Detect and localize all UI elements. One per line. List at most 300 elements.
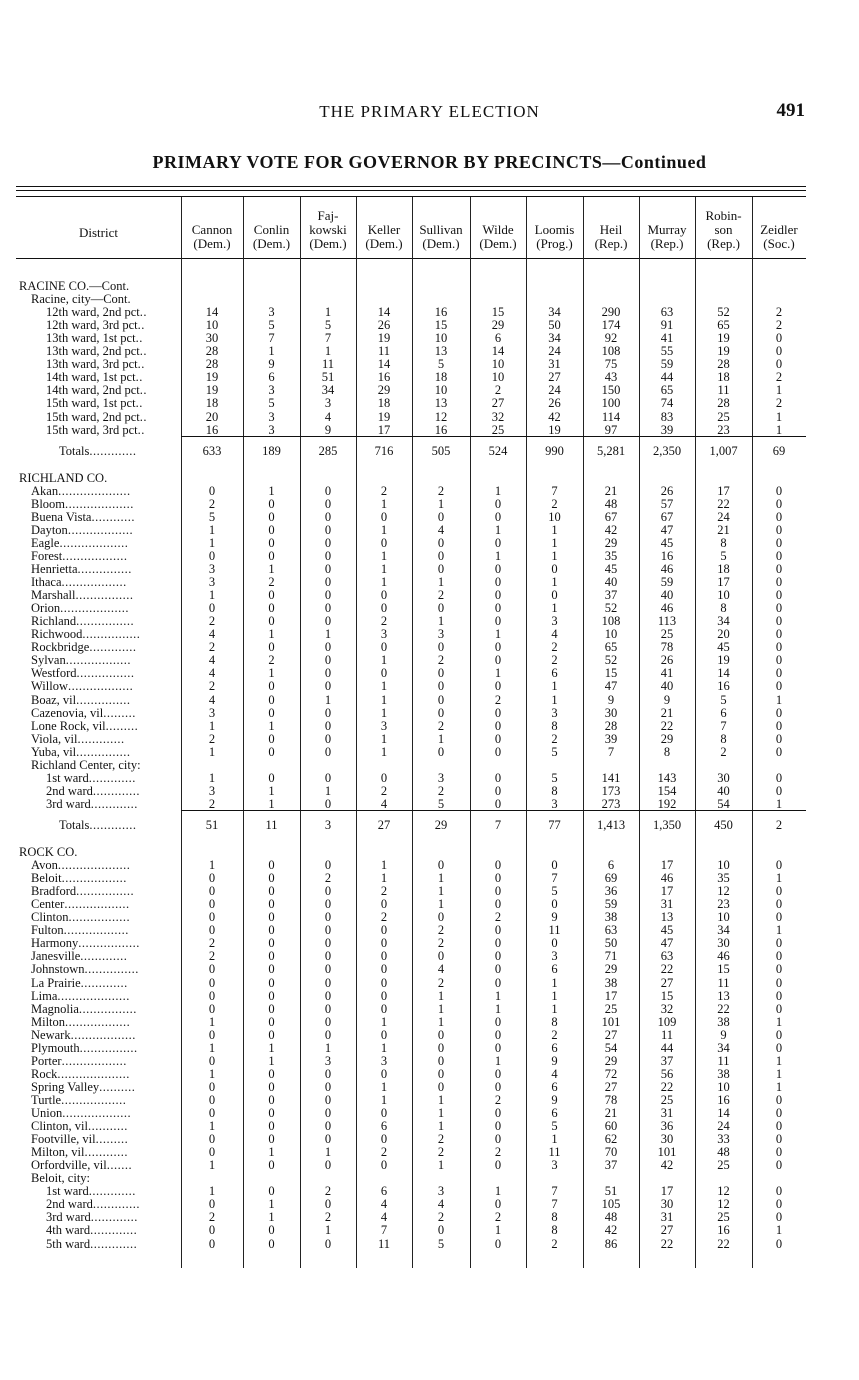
table-cell: 1 — [437, 496, 445, 511]
table-cell: 1 — [268, 1040, 275, 1055]
table-cell: 189 — [262, 443, 281, 458]
table-cell: 41 — [660, 331, 674, 346]
table-cell: 45 — [717, 640, 730, 655]
table-cell: 17 — [717, 483, 730, 498]
table-cell: 4 — [437, 522, 445, 537]
table-cell: 1 — [494, 1184, 502, 1199]
table-cell: 63 — [660, 949, 674, 964]
table-cell: 1 — [775, 871, 783, 886]
table-cell: 0 — [494, 535, 502, 550]
table-cell: 36 — [604, 884, 618, 899]
table-cell: 113 — [657, 614, 677, 629]
table-cell: 524 — [488, 443, 508, 458]
table-cell: 0 — [775, 483, 783, 498]
table-cell: 0 — [324, 962, 332, 977]
table-cell: 1 — [208, 1066, 216, 1081]
table-cell: 0 — [380, 588, 388, 603]
table-cell: 0 — [775, 548, 783, 563]
table-cell: 1 — [380, 679, 388, 694]
totals-label: Totals............. — [59, 817, 137, 832]
table-cell: 0 — [775, 962, 783, 977]
table-cell: 0 — [437, 949, 445, 964]
table-cell: 26 — [660, 653, 674, 668]
district-label: Turtle.................. — [31, 1092, 127, 1107]
table-cell: 0 — [494, 770, 502, 785]
table-cell: 1 — [775, 796, 783, 811]
table-cell: 27 — [604, 1079, 618, 1094]
table-cell: 30 — [717, 936, 730, 951]
table-cell: 8 — [720, 535, 727, 550]
table-cell: 0 — [324, 1197, 332, 1212]
header-bottom-rule — [16, 258, 806, 259]
table-cell: 0 — [775, 1197, 783, 1212]
table-cell: 6 — [551, 962, 558, 977]
table-cell: 5 — [268, 318, 275, 333]
table-cell: 45 — [604, 562, 618, 576]
table-cell: 17 — [377, 422, 391, 437]
table-cell: 2 — [775, 318, 783, 333]
table-cell: 3 — [268, 409, 275, 424]
table-cell: 1 — [437, 884, 445, 899]
header-top-rule — [16, 196, 806, 197]
table-cell: 273 — [601, 796, 621, 811]
table-cell: 0 — [268, 1158, 275, 1173]
table-cell: 10 — [717, 588, 730, 603]
table-cell: 19 — [205, 383, 219, 398]
table-cell: 46 — [660, 562, 674, 576]
table-cell: 1 — [208, 1184, 216, 1199]
table-cell: 0 — [494, 1236, 502, 1251]
table-cell: 0 — [437, 640, 445, 655]
table-cell: 78 — [660, 640, 674, 655]
table-cell: 0 — [268, 535, 275, 550]
table-cell: 40 — [717, 783, 730, 798]
table-cell: 51 — [321, 370, 335, 385]
district-label: 1st ward............. — [46, 1184, 136, 1199]
district-label: Richwood................ — [31, 627, 141, 642]
table-cell: 6 — [551, 1079, 558, 1094]
running-header — [0, 100, 859, 124]
table-cell: 1 — [268, 483, 275, 498]
table-cell: 1 — [494, 1223, 502, 1238]
table-cell: 11 — [377, 1236, 391, 1251]
table-cell: 1 — [437, 1092, 445, 1107]
table-cell: 21 — [604, 483, 618, 498]
table-cell: 0 — [268, 1079, 275, 1094]
table-cell: 19 — [717, 653, 730, 668]
table-cell: 42 — [604, 522, 618, 537]
table-cell: 47 — [660, 936, 674, 951]
table-cell: 0 — [268, 640, 275, 655]
table-cell: 24 — [548, 344, 561, 359]
table-cell: 1 — [268, 1145, 275, 1160]
table-cell: 42 — [660, 1158, 674, 1173]
table-cell: 24 — [548, 383, 561, 398]
table-cell: 63 — [660, 305, 674, 320]
table-cell: 3 — [437, 770, 445, 785]
table-cell: 26 — [548, 396, 561, 411]
table-cell: 38 — [604, 910, 618, 925]
table-cell: 0 — [324, 923, 332, 938]
table-cell: 37 — [660, 1053, 674, 1068]
table-cell: 0 — [324, 718, 332, 733]
table-cell: 1 — [494, 666, 502, 681]
table-cell: 0 — [380, 897, 388, 912]
table-cell: 4 — [208, 653, 216, 668]
table-cell: 0 — [324, 601, 332, 616]
table-cell: 75 — [604, 357, 618, 372]
table-cell: 1 — [208, 770, 216, 785]
table-cell: 1 — [380, 1079, 388, 1094]
table-cell: 0 — [268, 936, 275, 951]
table-cell: 30 — [717, 770, 730, 785]
table-cell: 0 — [775, 1106, 783, 1120]
table-cell: 12 — [717, 884, 730, 899]
table-cell: 0 — [775, 679, 783, 694]
table-cell: 0 — [324, 884, 332, 899]
table-cell: 18 — [205, 396, 219, 411]
table-cell: 17 — [717, 575, 730, 590]
table-cell: 4 — [380, 1197, 388, 1212]
table-cell: 0 — [437, 1027, 445, 1042]
table-cell: 21 — [660, 705, 674, 720]
table-cell: 0 — [775, 1210, 783, 1225]
table-cell: 15 — [491, 305, 505, 320]
district-label: Rockbridge............. — [31, 640, 137, 655]
table-cell: 47 — [660, 522, 674, 537]
table-cell: 10 — [604, 627, 618, 642]
table-cell: 12 — [434, 409, 448, 424]
table-cell: 1 — [208, 718, 216, 733]
table-cell: 3 — [208, 562, 216, 576]
table-cell: 13 — [434, 344, 448, 359]
table-cell: 29 — [604, 962, 618, 977]
table-cell: 0 — [324, 1014, 332, 1029]
table-cell: 11 — [265, 817, 278, 832]
district-label: Ithaca.................. — [31, 575, 127, 590]
district-label: Lone Rock, vil......... — [31, 718, 139, 733]
table-cell: 5 — [720, 548, 727, 563]
county-heading: RICHLAND CO. — [19, 470, 108, 485]
table-cell: 1 — [775, 1014, 783, 1029]
table-cell: 0 — [775, 1119, 783, 1134]
table-cell: 11 — [717, 1053, 730, 1068]
table-cell: 1 — [437, 1119, 445, 1134]
table-cell: 6 — [380, 1119, 388, 1134]
table-cell: 23 — [717, 897, 730, 912]
table-cell: 1 — [380, 1040, 388, 1055]
table-cell: 3 — [380, 718, 388, 733]
table-cell: 0 — [380, 988, 388, 1003]
district-label: Union................... — [31, 1106, 132, 1120]
table-cell: 0 — [324, 562, 332, 576]
table-cell: 25 — [604, 1001, 618, 1016]
table-cell: 1 — [380, 858, 388, 873]
table-cell: 0 — [775, 588, 783, 603]
table-cell: 0 — [437, 1053, 445, 1068]
page-number: 491 — [776, 100, 805, 121]
table-cell: 19 — [205, 370, 219, 385]
table-cell: 3 — [268, 383, 275, 398]
table-cell: 0 — [494, 1066, 502, 1081]
table-cell: 0 — [494, 744, 502, 759]
table-cell: 1 — [268, 783, 275, 798]
table-cell: 9 — [268, 357, 275, 372]
table-cell: 5 — [268, 396, 275, 411]
table-cell: 28 — [717, 396, 730, 411]
table-cell: 57 — [660, 496, 674, 511]
table-cell: 0 — [437, 705, 445, 720]
table-cell: 192 — [657, 796, 677, 811]
table-cell: 11 — [377, 344, 391, 359]
table-cell: 0 — [380, 975, 388, 990]
table-cell: 0 — [775, 949, 783, 964]
table-cell: 1 — [494, 1053, 502, 1068]
table-cell: 0 — [380, 949, 388, 964]
table-cell: 2 — [437, 923, 445, 938]
table-cell: 1 — [268, 796, 275, 811]
table-cell: 33 — [717, 1132, 730, 1147]
county-heading: ROCK CO. — [19, 845, 78, 859]
table-cell: 0 — [324, 1132, 332, 1147]
table-cell: 9 — [551, 1092, 558, 1107]
table-cell: 1 — [208, 588, 216, 603]
district-label: Rock.................... — [31, 1066, 130, 1081]
table-cell: 6 — [268, 370, 275, 385]
table-cell: 8 — [663, 744, 671, 759]
table-cell: 150 — [601, 383, 621, 398]
table-cell: 0 — [324, 744, 332, 759]
table-cell: 52 — [604, 653, 618, 668]
table-cell: 0 — [208, 988, 216, 1003]
table-cell: 0 — [775, 1145, 783, 1160]
table-cell: 0 — [268, 744, 275, 759]
district-label: Spring Valley.......... — [31, 1079, 136, 1094]
header-column: Murray (Rep.) — [647, 222, 687, 251]
table-cell: 2 — [775, 817, 783, 832]
table-cell: 1 — [324, 1223, 332, 1238]
table-cell: 1 — [268, 562, 275, 576]
table-cell: 59 — [660, 575, 674, 590]
table-cell: 0 — [775, 357, 783, 372]
table-cell: 0 — [775, 575, 783, 590]
table-cell: 65 — [660, 383, 674, 398]
table-cell: 0 — [437, 1223, 445, 1238]
table-cell: 0 — [437, 1066, 445, 1081]
table-cell: 10 — [548, 509, 561, 524]
district-label: 12th ward, 3rd pct.. — [46, 318, 145, 333]
table-cell: 0 — [324, 496, 332, 511]
table-cell: 48 — [604, 496, 618, 511]
table-cell: 0 — [268, 988, 275, 1003]
table-cell: 0 — [380, 1001, 388, 1016]
table-cell: 0 — [208, 1106, 216, 1120]
table-cell: 2 — [208, 1210, 216, 1225]
table-cell: 0 — [494, 562, 502, 576]
table-cell: 1 — [551, 1132, 558, 1147]
table-cell: 1 — [775, 383, 783, 398]
table-cell: 0 — [268, 1092, 275, 1107]
table-cell: 47 — [604, 679, 618, 694]
table-cell: 0 — [208, 1236, 216, 1251]
table-cell: 0 — [775, 897, 783, 912]
table-cell: 0 — [775, 910, 783, 925]
table-cell: 10 — [717, 858, 730, 873]
table-cell: 62 — [604, 1132, 618, 1147]
table-cell: 52 — [717, 305, 730, 320]
table-cell: 1 — [324, 1145, 332, 1160]
table-cell: 0 — [551, 897, 558, 912]
table-cell: 1 — [324, 627, 332, 642]
table-cell: 3 — [551, 614, 558, 629]
table-cell: 0 — [494, 496, 502, 511]
table-cell: 34 — [717, 923, 730, 938]
table-cell: 154 — [657, 783, 677, 798]
table-cell: 1 — [380, 522, 388, 537]
table-cell: 1 — [208, 744, 216, 759]
table-cell: 1 — [268, 1197, 275, 1212]
table-cell: 50 — [548, 318, 561, 333]
table-cell: 2 — [380, 1145, 388, 1160]
table-cell: 0 — [324, 936, 332, 951]
table-cell: 0 — [208, 1132, 216, 1147]
table-cell: 41 — [660, 666, 674, 681]
table-cell: 2 — [775, 305, 783, 320]
table-cell: 0 — [551, 562, 558, 576]
table-cell: 24 — [717, 509, 730, 524]
table-cell: 25 — [491, 422, 505, 437]
header-column: Sullivan (Dem.) — [419, 222, 463, 251]
table-cell: 1 — [551, 679, 558, 694]
table-cell: 91 — [660, 318, 674, 333]
table-cell: 2 — [437, 483, 445, 498]
table-cell: 9 — [551, 1053, 558, 1068]
table-cell: 3 — [551, 949, 558, 964]
table-cell: 1 — [494, 1001, 502, 1016]
table-cell: 0 — [494, 509, 502, 524]
table-cell: 30 — [205, 331, 219, 346]
table-cell: 4 — [380, 1210, 388, 1225]
table-cell: 3 — [437, 627, 445, 642]
table-cell: 0 — [268, 601, 275, 616]
table-cell: 1 — [551, 548, 558, 563]
table-cell: 0 — [775, 562, 783, 576]
table-cell: 5 — [437, 796, 445, 811]
table-cell: 71 — [604, 949, 618, 964]
table-cell: 4 — [208, 692, 216, 707]
table-cell: 1 — [437, 614, 445, 629]
table-cell: 38 — [717, 1014, 730, 1029]
table-cell: 0 — [494, 975, 502, 990]
table-cell: 1 — [268, 1053, 275, 1068]
table-cell: 1 — [268, 718, 275, 733]
district-label: Milton, vil............ — [31, 1145, 128, 1160]
table-cell: 0 — [380, 535, 388, 550]
table-cell: 2 — [720, 744, 727, 759]
table-cell: 38 — [604, 975, 618, 990]
table-cell: 2 — [551, 1236, 558, 1251]
table-cell: 0 — [775, 936, 783, 951]
table-cell: 56 — [660, 1066, 674, 1081]
table-cell: 1 — [551, 988, 558, 1003]
table-cell: 15 — [660, 988, 674, 1003]
table-cell: 0 — [494, 884, 502, 899]
table-cell: 32 — [660, 1001, 674, 1016]
table-cell: 2 — [551, 496, 558, 511]
table-cell: 9 — [551, 910, 558, 925]
table-cell: 0 — [775, 331, 783, 346]
table-cell: 1 — [324, 783, 332, 798]
table-cell: 0 — [268, 496, 275, 511]
table-cell: 2 — [380, 884, 388, 899]
table-cell: 45 — [660, 923, 674, 938]
top-rule — [16, 186, 806, 187]
table-cell: 0 — [208, 1027, 216, 1042]
table-cell: 0 — [494, 1079, 502, 1094]
table-cell: 0 — [324, 1001, 332, 1016]
table-cell: 1 — [551, 601, 558, 616]
header-column: Loomis (Prog.) — [534, 222, 575, 251]
table-cell: 4 — [324, 409, 332, 424]
table-cell: 1 — [380, 744, 388, 759]
table-cell: 2 — [268, 653, 275, 668]
table-cell: 0 — [324, 1158, 332, 1173]
table-cell: 0 — [380, 640, 388, 655]
table-cell: 0 — [775, 535, 783, 550]
table-cell: 2 — [494, 1092, 502, 1107]
table-cell: 29 — [434, 817, 448, 832]
table-cell: 8 — [720, 601, 727, 616]
table-cell: 0 — [775, 666, 783, 681]
table-cell: 0 — [494, 962, 502, 977]
district-label: Beloit, city: — [31, 1171, 91, 1186]
district-label: Dayton.................. — [31, 522, 134, 537]
table-cell: 3 — [324, 817, 332, 832]
table-cell: 2 — [494, 1210, 502, 1225]
table-cell: 1 — [494, 548, 502, 563]
table-cell: 5 — [551, 884, 558, 899]
table-cell: 5 — [437, 357, 445, 372]
table-cell: 0 — [324, 535, 332, 550]
table-cell: 54 — [717, 796, 730, 811]
table-cell: 30 — [660, 1197, 674, 1212]
table-cell: 60 — [604, 1119, 618, 1134]
table-cell: 22 — [660, 1236, 674, 1251]
district-label: Footville, vil......... — [31, 1132, 129, 1147]
table-cell: 0 — [268, 1184, 275, 1199]
table-cell: 38 — [717, 1066, 730, 1081]
header-column: Cannon (Dem.) — [191, 222, 233, 251]
table-cell: 0 — [324, 640, 332, 655]
table-cell: 0 — [494, 575, 502, 590]
table-cell: 19 — [717, 344, 730, 359]
table-cell: 67 — [660, 509, 674, 524]
table-cell: 14 — [377, 357, 391, 372]
table-cell: 0 — [380, 1066, 388, 1081]
table-cell: 1 — [551, 692, 558, 707]
table-cell: 0 — [324, 666, 332, 681]
table-cell: 1 — [208, 1119, 216, 1134]
table-cell: 12 — [717, 1184, 730, 1199]
table-cell: 0 — [324, 509, 332, 524]
table-cell: 0 — [324, 910, 332, 925]
table-cell: 0 — [494, 1014, 502, 1029]
table-cell: 0 — [775, 1184, 783, 1199]
table-cell: 4 — [437, 962, 445, 977]
table-cell: 0 — [551, 858, 558, 873]
table-cell: 4 — [208, 627, 216, 642]
table-cell: 1 — [494, 988, 502, 1003]
